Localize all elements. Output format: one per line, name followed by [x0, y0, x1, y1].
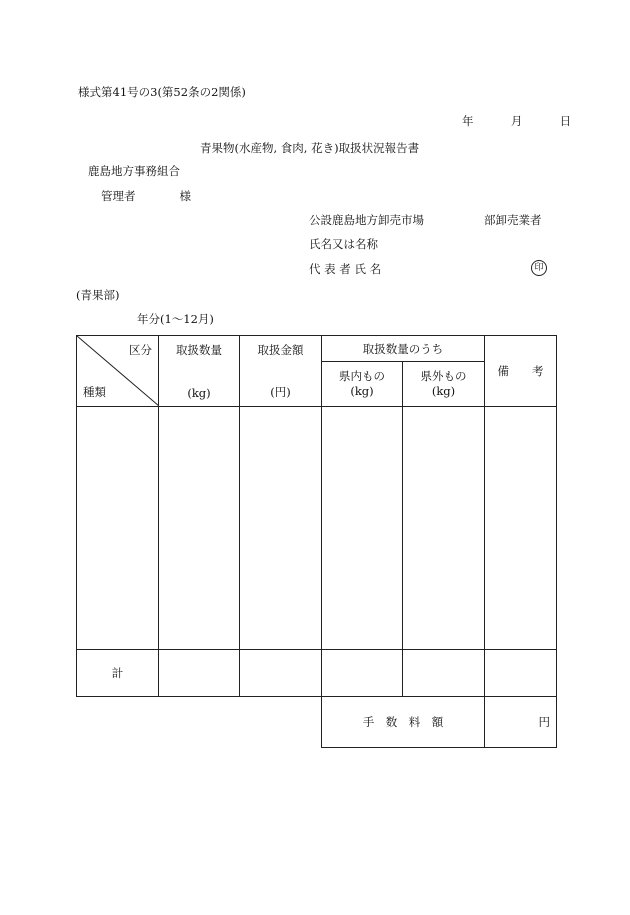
header-in-pref-label: 県内もの [339, 369, 385, 384]
date-month: 月 [510, 114, 523, 128]
sender-wholesaler: 部卸売業者 [484, 213, 542, 227]
body-cell[interactable] [322, 407, 403, 650]
header-diagonal-cell [77, 336, 159, 407]
sender-market: 公設鹿島地方卸売市場 [309, 213, 424, 227]
header-kubun: 区分 [129, 343, 152, 357]
recipient-honorific: 様 [179, 189, 191, 203]
fee-unit: 円 [485, 697, 557, 748]
header-amount [240, 336, 322, 407]
fee-label: 手 数 料 額 [322, 697, 485, 748]
document-title: 青果物(水産物, 食肉, 花き)取扱状況報告書 [200, 141, 420, 155]
header-shurui: 種類 [83, 385, 106, 399]
recipient-org: 鹿島地方事務組合 [88, 164, 180, 178]
header-in-pref [322, 362, 403, 407]
table-body-row [77, 407, 557, 650]
recipient-manager: 管理者 [101, 189, 136, 203]
header-out-pref [403, 362, 485, 407]
header-quantity-label: 取扱数量 [176, 343, 222, 357]
date-year: 年 [462, 114, 474, 128]
date-line [462, 113, 571, 129]
sender-name-label: 氏名又は名称 [309, 237, 378, 251]
form-number: 様式第41号の3(第52条の2関係) [78, 85, 246, 99]
header-in-pref-unit: (kg) [350, 384, 374, 399]
total-label: 計 [77, 650, 159, 697]
header-quantity [159, 336, 240, 407]
fee-table [321, 696, 557, 748]
total-cell[interactable] [322, 650, 403, 697]
body-cell[interactable] [159, 407, 240, 650]
header-amount-label: 取扱金額 [257, 343, 304, 357]
header-out-pref-label: 県外もの [420, 369, 467, 384]
body-cell[interactable] [485, 407, 557, 650]
header-remarks: 備 考 [485, 336, 557, 407]
total-cell[interactable] [240, 650, 322, 697]
seal-mark: 印 [531, 260, 547, 276]
date-day: 日 [559, 114, 572, 128]
body-cell[interactable] [77, 407, 159, 650]
header-quantity-unit: (kg) [187, 386, 211, 400]
total-cell[interactable] [485, 650, 557, 697]
body-cell[interactable] [240, 407, 322, 650]
header-breakdown: 取扱数量のうち [322, 336, 485, 362]
division-label: (青果部) [76, 288, 120, 302]
sender-rep-label: 代 表 者 氏 名 [309, 262, 382, 276]
header-amount-unit: (円) [270, 385, 291, 399]
header-out-pref-unit: (kg) [431, 384, 456, 399]
body-cell[interactable] [403, 407, 485, 650]
total-cell[interactable] [159, 650, 240, 697]
total-row [77, 650, 557, 697]
total-cell[interactable] [403, 650, 485, 697]
period-label: 年分(1〜12月) [137, 312, 214, 326]
report-table [76, 335, 557, 697]
recipient-manager-line [101, 188, 191, 204]
